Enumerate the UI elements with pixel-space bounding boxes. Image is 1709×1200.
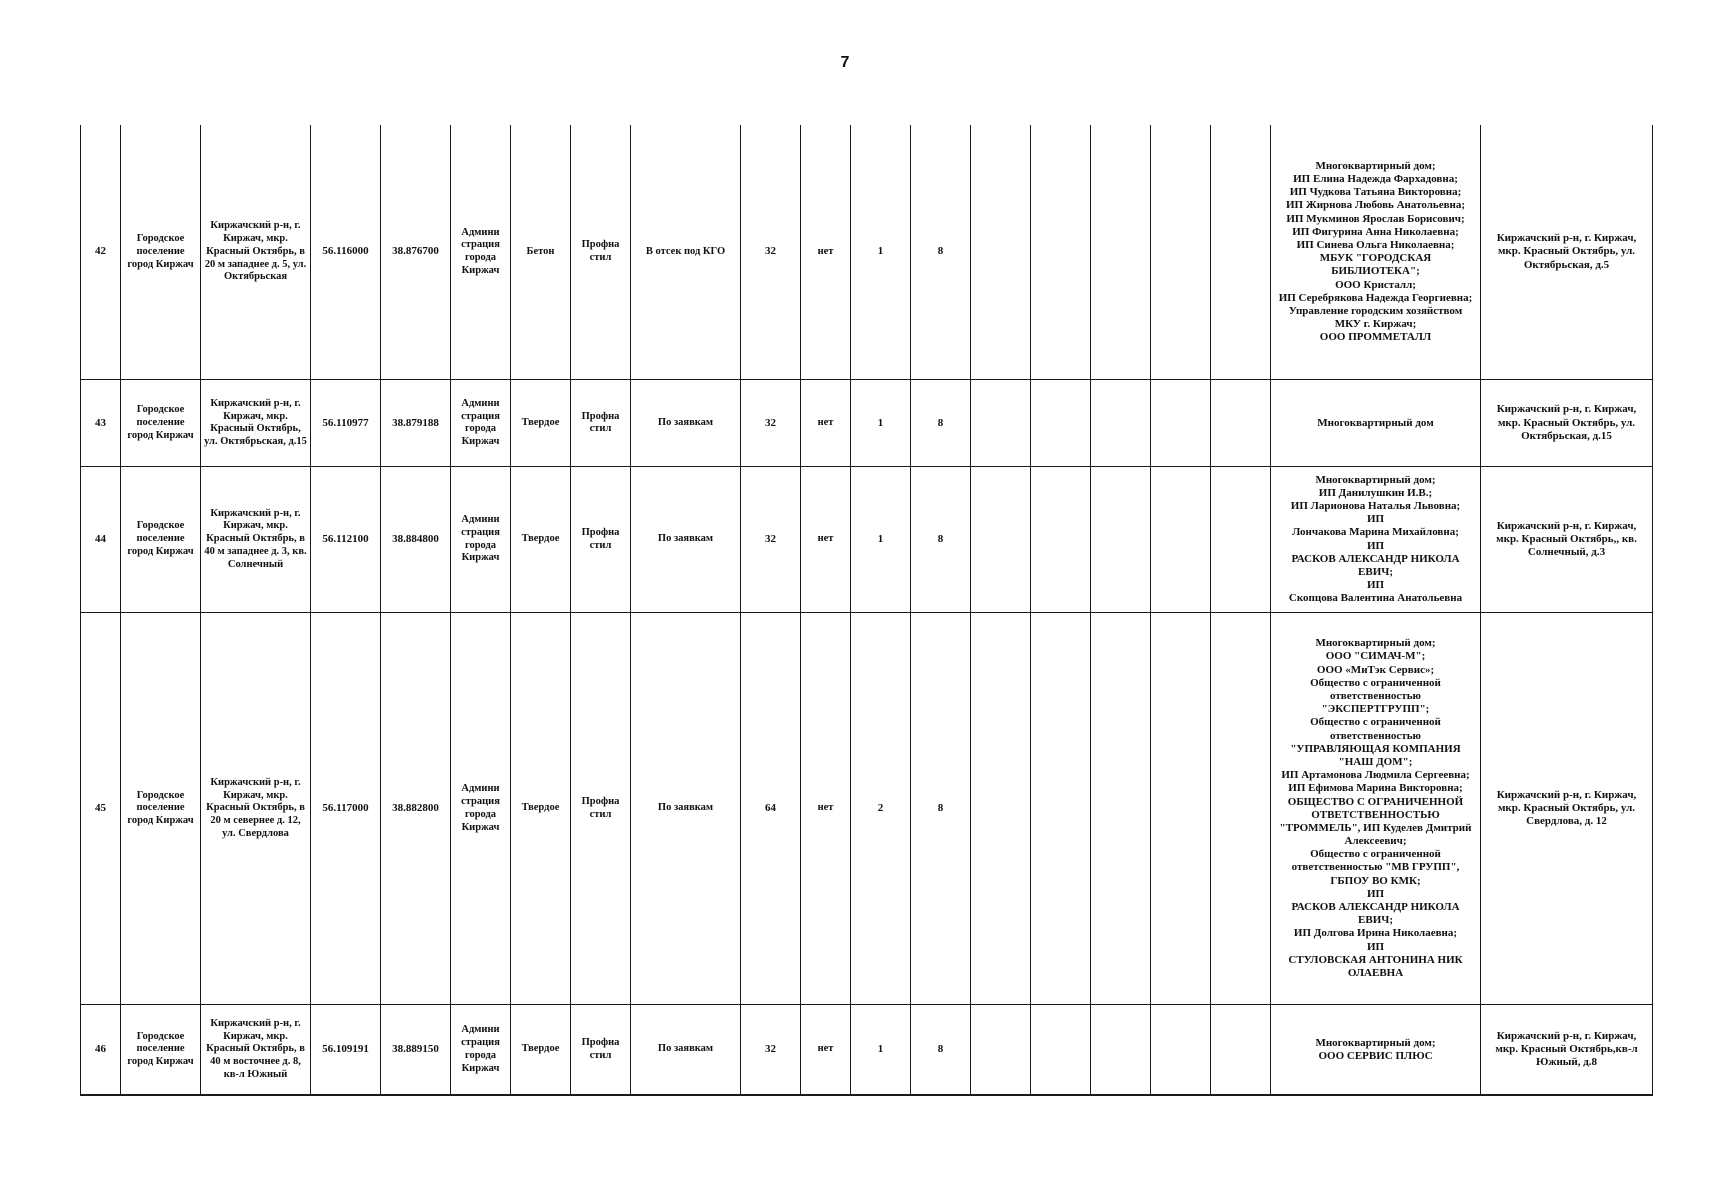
containers-cell: 2 [851,613,911,1005]
waste-source-line: ИП Данилушкин И.В.; [1318,486,1433,499]
containers-cell: 1 [851,467,911,613]
empty-cell [971,467,1031,613]
empty-cell [1031,1005,1091,1095]
empty-cell [1151,380,1211,467]
cover-cell: нет [801,380,851,467]
waste-sources-cell [1271,467,1481,613]
source-address-cell: Киржачский р-н, г. Киржач, мкр. Красный Октябрь, ул. Свердлова, д. 12 [1481,613,1653,1005]
latitude-cell: 56.112100 [311,467,381,613]
owner-cell: Админи страция города Киржач [451,380,511,467]
surface-cell: Бетон [511,125,571,380]
latitude-cell: 56.109191 [311,1005,381,1095]
cover-cell: нет [801,125,851,380]
empty-cell [1211,125,1271,380]
surface-cell: Твердое [511,380,571,467]
empty-cell [1091,467,1151,613]
waste-source-line: ООО «МиТэк Сервис»; [1316,663,1435,676]
empty-cell [1031,380,1091,467]
row-number: 45 [81,613,121,1005]
area-cell: 32 [741,125,801,380]
surface-cell: Твердое [511,613,571,1005]
empty-cell [1151,467,1211,613]
longitude-cell: 38.876700 [381,125,451,380]
volume-cell: 8 [911,613,971,1005]
waste-source-line: ИП Долгова Ирина Николаевна; [1293,927,1458,940]
waste-source-line: ИП [1366,539,1385,552]
latitude-cell: 56.110977 [311,380,381,467]
waste-source-line: Многоквартирный дом; [1315,1036,1436,1049]
empty-cell [1091,380,1151,467]
waste-source-line: Лончакова Марина Михайловна; [1292,526,1459,539]
waste-source-line: ИП [1366,513,1385,526]
containers-cell: 1 [851,1005,911,1095]
address-cell: Киржачский р-н, г. Киржач, мкр. Красный Октябрь, в 20 м западнее д. 5, ул. Октябрьская [201,125,311,380]
waste-source-line: Общество с ограниченной ответственностью [1310,716,1441,742]
waste-source-line: Многоквартирный дом; [1315,159,1436,172]
containers-cell: 1 [851,380,911,467]
longitude-cell: 38.884800 [381,467,451,613]
longitude-cell: 38.882800 [381,613,451,1005]
waste-source-line: МБУК "ГОРОДСКАЯ БИБЛИОТЕКА"; [1319,252,1432,278]
area-cell: 32 [741,380,801,467]
empty-cell [1091,613,1151,1005]
cover-cell: нет [801,1005,851,1095]
fence-cell: Профна стил [571,467,631,613]
empty-cell [1031,125,1091,380]
waste-source-line: РАСКОВ АЛЕКСАНДР НИКОЛА ЕВИЧ; [1291,901,1460,927]
waste-source-line: ОБЩЕСТВО С ОГРАНИЧЕННОЙ ОТВЕТСТВЕННОСТЬЮ [1287,795,1464,821]
empty-cell [1211,613,1271,1005]
address-cell: Киржачский р-н, г. Киржач, мкр. Красный Октябрь, в 40 м западнее д. 3, кв. Солнечный [201,467,311,613]
fence-cell: Профна стил [571,1005,631,1095]
source-address-cell: Киржачский р-н, г. Киржач, мкр. Красный Октябрь,, кв. Солнечный, д.3 [1481,467,1653,613]
fence-cell: Профна стил [571,380,631,467]
empty-cell [1211,467,1271,613]
table-row [81,1005,1653,1095]
waste-sources-cell [1271,1005,1481,1095]
cover-cell: нет [801,467,851,613]
waste-source-line: Скопцова Валентина Анатольевна [1288,592,1463,605]
waste-source-line: Общество с ограниченной ответственностью [1310,676,1441,703]
waste-source-line: ИП Фигурина Анна Николаевна; [1292,225,1459,238]
waste-source-line: ИП Елина Надежда Фархадовна; [1293,173,1458,186]
schedule-cell: В отсек под КГО [631,125,741,380]
empty-cell [1211,1005,1271,1095]
owner-cell: Админи страция города Киржач [451,467,511,613]
waste-source-line: Многоквартирный дом; [1315,473,1436,486]
area-cell: 32 [741,1005,801,1095]
waste-source-line: Многоквартирный дом [1317,416,1434,429]
volume-cell: 8 [911,467,971,613]
waste-source-line: ООО "СИМАЧ-М"; [1325,650,1426,663]
waste-source-line: Управление городским хозяйством МКУ г. Киржач; [1288,304,1463,331]
waste-source-line: "ЭКСПЕРТГРУПП"; [1321,703,1430,716]
waste-source-line: ИП [1366,579,1385,592]
volume-cell: 8 [911,380,971,467]
empty-cell [971,380,1031,467]
waste-source-line: ГБПОУ ВО КМК; [1330,874,1421,887]
waste-sources-cell [1271,613,1481,1005]
empty-cell [1031,613,1091,1005]
empty-cell [1091,125,1151,380]
settlement-cell: Городское поселение город Киржач [121,125,201,380]
waste-source-line: ООО ПРОММЕТАЛЛ [1319,331,1432,344]
table-row [81,380,1653,467]
surface-cell: Твердое [511,467,571,613]
row-number: 43 [81,380,121,467]
waste-source-line: "УПРАВЛЯЮЩАЯ КОМПАНИЯ "НАШ ДОМ"; [1290,742,1461,768]
source-address-cell: Киржачский р-н, г. Киржач, мкр. Красный Октябрь, ул. Октябрьская, д.15 [1481,380,1653,467]
owner-cell: Админи страция города Киржач [451,613,511,1005]
waste-source-line: ИП Артамонова Людмила Сергеевна; [1281,769,1470,782]
waste-source-line: ИП Серебрякова Надежда Георгиевна; [1278,291,1473,304]
waste-sources-cell [1271,125,1481,380]
volume-cell: 8 [911,125,971,380]
schedule-cell: По заявкам [631,1005,741,1095]
empty-cell [1091,1005,1151,1095]
volume-cell: 8 [911,1005,971,1095]
waste-source-line: ИП Ефимова Марина Викторовна; [1288,782,1463,795]
schedule-cell: По заявкам [631,613,741,1005]
schedule-cell: По заявкам [631,380,741,467]
waste-sources-cell [1271,380,1481,467]
area-cell: 64 [741,613,801,1005]
empty-cell [1151,613,1211,1005]
empty-cell [971,1005,1031,1095]
waste-source-line: Многоквартирный дом; [1315,637,1436,650]
waste-source-line: ИП Ларионова Наталья Львовна; [1290,500,1461,513]
waste-source-line: ИП Синева Ольга Николаевна; [1296,239,1455,251]
waste-source-line: ООО Кристалл; [1335,278,1416,291]
waste-source-line: ИП Чудкова Татьяна Викторовна; [1289,186,1462,199]
waste-source-line: Общество с ограниченной ответственностью "МВ ГРУПП", [1291,848,1460,874]
source-address-cell: Киржачский р-н, г. Киржач, мкр. Красный Октябрь, ул. Октябрьская, д.5 [1481,125,1653,380]
empty-cell [1031,467,1091,613]
waste-sites-table [80,125,1653,1096]
table-row [81,613,1653,1005]
cover-cell: нет [801,613,851,1005]
row-number: 44 [81,467,121,613]
waste-source-line: ИП [1366,887,1385,900]
source-address-cell: Киржачский р-н, г. Киржач, мкр. Красный Октябрь,кв-л Южный, д.8 [1481,1005,1653,1095]
waste-source-line: ООО СЕРВИС ПЛЮС [1318,1049,1433,1062]
longitude-cell: 38.889150 [381,1005,451,1095]
row-number: 46 [81,1005,121,1095]
waste-source-line: "ТРОММЕЛЬ", ИП Куделев Дмитрий Алексеевич; [1279,821,1472,848]
waste-source-line: ИП Мукминов Ярослав Борисович; [1286,212,1465,225]
longitude-cell: 38.879188 [381,380,451,467]
address-cell: Киржачский р-н, г. Киржач, мкр. Красный Октябрь, в 20 м севернее д. 12, ул. Свердлова [201,613,311,1005]
owner-cell: Админи страция города Киржач [451,125,511,380]
containers-cell: 1 [851,125,911,380]
latitude-cell: 56.116000 [311,125,381,380]
settlement-cell: Городское поселение город Киржач [121,613,201,1005]
waste-source-line: ИП Жирнова Любовь Анатольевна; [1285,199,1466,212]
fence-cell: Профна стил [571,613,631,1005]
page-number: 7 [840,54,850,71]
table-row [81,125,1653,380]
owner-cell: Админи страция города Киржач [451,1005,511,1095]
waste-source-line: ИП [1366,940,1385,953]
empty-cell [971,613,1031,1005]
area-cell: 32 [741,467,801,613]
surface-cell: Твердое [511,1005,571,1095]
settlement-cell: Городское поселение город Киржач [121,467,201,613]
address-cell: Киржачский р-н, г. Киржач, мкр. Красный Октябрь, в 40 м восточнее д. 8, кв-л Южный [201,1005,311,1095]
empty-cell [1151,125,1211,380]
row-number: 42 [81,125,121,380]
address-cell: Киржачский р-н, г. Киржач, мкр. Красный Октябрь, ул. Октябрьская, д.15 [201,380,311,467]
empty-cell [1151,1005,1211,1095]
schedule-cell: По заявкам [631,467,741,613]
waste-source-line: РАСКОВ АЛЕКСАНДР НИКОЛА ЕВИЧ; [1291,552,1460,579]
settlement-cell: Городское поселение город Киржач [121,380,201,467]
waste-source-line: СТУЛОВСКАЯ АНТОНИНА НИК ОЛАЕВНА [1288,953,1463,979]
table-row [81,467,1653,613]
empty-cell [1211,380,1271,467]
fence-cell: Профна стил [571,125,631,380]
empty-cell [971,125,1031,380]
settlement-cell: Городское поселение город Киржач [121,1005,201,1095]
latitude-cell: 56.117000 [311,613,381,1005]
